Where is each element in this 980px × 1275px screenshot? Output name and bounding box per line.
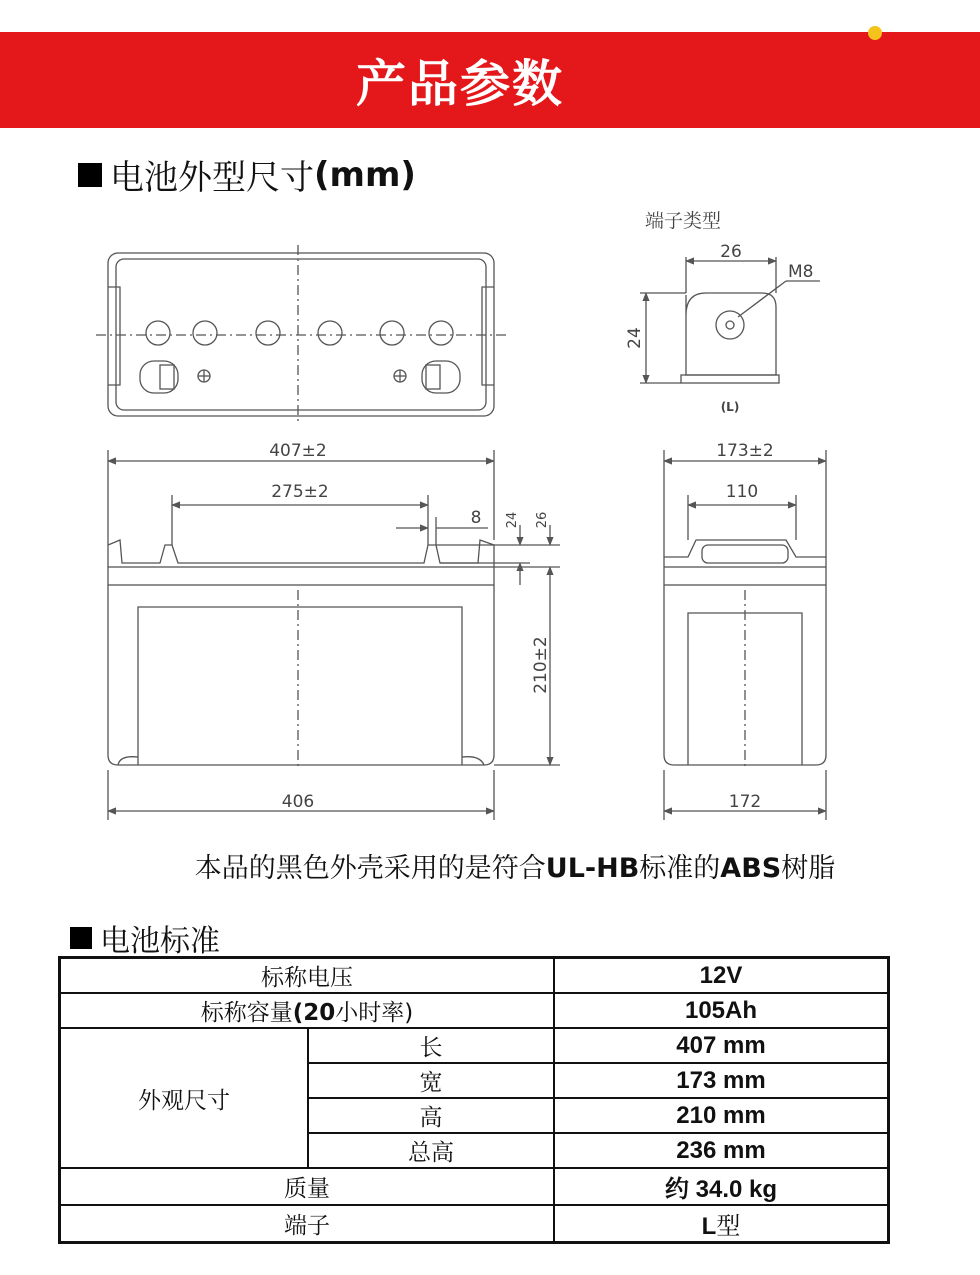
width-value: 173 mm xyxy=(554,1063,889,1098)
terminal-type-code: (L) xyxy=(720,400,740,414)
table-row xyxy=(60,1205,889,1243)
length-bottom-label: 406 xyxy=(281,792,315,812)
table-row xyxy=(60,958,889,994)
length-value: 407 mm xyxy=(554,1028,889,1063)
length-label: 长 xyxy=(308,1028,554,1063)
width-top-label: 173±2 xyxy=(716,441,774,461)
width-bottom-label: 172 xyxy=(728,792,762,812)
side-view xyxy=(664,450,826,820)
handle-width-label: 110 xyxy=(725,482,759,502)
terminal-spacing-label: 275±2 xyxy=(271,482,329,502)
weight-label: 质量 xyxy=(60,1168,555,1205)
page-title: 产品参数 xyxy=(356,55,564,113)
note-prefix: 本品的黑色外壳采用的是符合 xyxy=(194,853,546,884)
height-row-label: 高 xyxy=(308,1098,554,1133)
capacity-label xyxy=(60,993,555,1028)
terminal-height-label: 24 xyxy=(625,327,645,349)
section-title-unit: (mm) xyxy=(314,154,416,195)
weight-value xyxy=(554,1168,889,1205)
terminal-height-a-label: 24 xyxy=(505,511,520,529)
table-row xyxy=(60,993,889,1028)
terminal-value xyxy=(554,1205,889,1243)
note-suffix: 树脂 xyxy=(781,853,836,884)
terminal-value-code: L xyxy=(701,1213,717,1240)
voltage-label: 标称电压 xyxy=(60,958,555,994)
terminal-height-b-label: 26 xyxy=(535,511,550,529)
height-value: 210 mm xyxy=(554,1098,889,1133)
terminal-bolt-label: M8 xyxy=(788,262,814,282)
terminal-value-suffix: 型 xyxy=(716,1213,741,1240)
accent-dot-icon xyxy=(868,26,882,40)
front-view xyxy=(108,450,560,820)
capacity-label-rate: (20 xyxy=(292,1000,336,1026)
dimensions-label: 外观尺寸 xyxy=(60,1028,309,1168)
note-middle: 标准的 xyxy=(639,853,721,884)
total-height-label: 总高 xyxy=(308,1133,554,1168)
capacity-label-prefix: 标称容量 xyxy=(200,1000,293,1026)
weight-value-prefix: 约 xyxy=(664,1176,696,1203)
weight-value-number: 34.0 kg xyxy=(695,1176,778,1203)
note-standard: UL-HB xyxy=(545,853,640,884)
top-view xyxy=(96,245,506,423)
note-material: ABS xyxy=(720,853,782,884)
height-label: 210±2 xyxy=(531,636,551,694)
capacity-value: 105Ah xyxy=(554,993,889,1028)
table-row xyxy=(60,1028,889,1063)
battery-dimension-drawing xyxy=(0,195,980,835)
voltage-value: 12V xyxy=(554,958,889,994)
length-top-label: 407±2 xyxy=(269,441,327,461)
section-title-text: 电池标准 xyxy=(100,924,220,959)
header-banner xyxy=(0,32,980,128)
square-bullet-icon xyxy=(70,927,92,949)
section-title-dimensions xyxy=(78,150,416,199)
terminal-type-title: 端子类型 xyxy=(645,210,722,232)
terminal-width-front-label: 8 xyxy=(470,508,482,528)
section-title-text: 电池外型尺寸 xyxy=(110,158,314,198)
table-row xyxy=(60,1168,889,1205)
terminal-width-label: 26 xyxy=(720,242,742,262)
square-bullet-icon xyxy=(78,163,102,187)
terminal-label: 端子 xyxy=(60,1205,555,1243)
width-label: 宽 xyxy=(308,1063,554,1098)
section-title-standards xyxy=(70,916,220,960)
capacity-label-rate-suffix: 小时率) xyxy=(335,1000,414,1026)
total-height-value: 236 mm xyxy=(554,1133,889,1168)
material-note xyxy=(0,846,980,885)
spec-table xyxy=(58,956,890,1244)
